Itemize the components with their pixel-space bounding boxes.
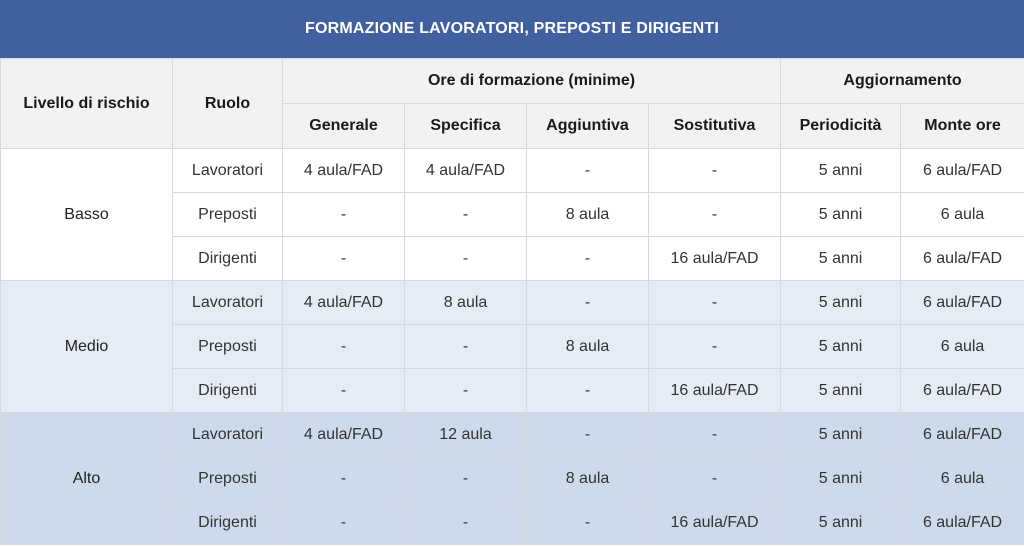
table-row — [1, 281, 1024, 325]
cell-specifica: - — [405, 193, 527, 237]
cell-periodicita: 5 anni — [781, 501, 901, 545]
cell-generale: 4 aula/FAD — [283, 281, 405, 325]
cell-ruolo: Dirigenti — [173, 237, 283, 281]
cell-sostitutiva: 16 aula/FAD — [649, 237, 781, 281]
cell-periodicita: 5 anni — [781, 413, 901, 457]
cell-monte-ore: 6 aula — [901, 193, 1024, 237]
table-row — [1, 149, 1024, 193]
cell-monte-ore: 6 aula/FAD — [901, 281, 1024, 325]
cell-ruolo: Lavoratori — [173, 281, 283, 325]
header-specifica: Specifica — [405, 104, 527, 149]
header-aggiuntiva: Aggiuntiva — [527, 104, 649, 149]
cell-periodicita: 5 anni — [781, 193, 901, 237]
cell-generale: 4 aula/FAD — [283, 149, 405, 193]
cell-generale: - — [283, 369, 405, 413]
cell-periodicita: 5 anni — [781, 237, 901, 281]
risk-level-basso: Basso — [1, 149, 173, 281]
header-ore-group: Ore di formazione (minime) — [283, 59, 781, 104]
header-periodicita: Periodicità — [781, 104, 901, 149]
header-sostitutiva: Sostitutiva — [649, 104, 781, 149]
cell-aggiuntiva: - — [527, 369, 649, 413]
cell-specifica: - — [405, 369, 527, 413]
risk-level-medio: Medio — [1, 281, 173, 413]
cell-aggiuntiva: - — [527, 149, 649, 193]
header-monte-ore: Monte ore — [901, 104, 1024, 149]
cell-specifica: 8 aula — [405, 281, 527, 325]
cell-ruolo: Preposti — [173, 457, 283, 501]
cell-monte-ore: 6 aula/FAD — [901, 369, 1024, 413]
cell-aggiuntiva: 8 aula — [527, 457, 649, 501]
table-row — [1, 413, 1024, 457]
cell-periodicita: 5 anni — [781, 457, 901, 501]
cell-periodicita: 5 anni — [781, 149, 901, 193]
cell-sostitutiva: 16 aula/FAD — [649, 501, 781, 545]
cell-ruolo: Dirigenti — [173, 501, 283, 545]
cell-aggiuntiva: - — [527, 281, 649, 325]
cell-sostitutiva: 16 aula/FAD — [649, 369, 781, 413]
cell-periodicita: 5 anni — [781, 281, 901, 325]
cell-aggiuntiva: 8 aula — [527, 193, 649, 237]
header-livello: Livello di rischio — [1, 59, 173, 149]
cell-specifica: - — [405, 501, 527, 545]
cell-specifica: 12 aula — [405, 413, 527, 457]
cell-sostitutiva: - — [649, 281, 781, 325]
cell-sostitutiva: - — [649, 193, 781, 237]
cell-specifica: 4 aula/FAD — [405, 149, 527, 193]
cell-monte-ore: 6 aula — [901, 325, 1024, 369]
cell-monte-ore: 6 aula — [901, 457, 1024, 501]
cell-generale: - — [283, 237, 405, 281]
cell-sostitutiva: - — [649, 149, 781, 193]
cell-ruolo: Lavoratori — [173, 413, 283, 457]
cell-ruolo: Preposti — [173, 325, 283, 369]
cell-generale: 4 aula/FAD — [283, 413, 405, 457]
cell-aggiuntiva: - — [527, 237, 649, 281]
cell-aggiuntiva: 8 aula — [527, 325, 649, 369]
cell-generale: - — [283, 457, 405, 501]
cell-ruolo: Lavoratori — [173, 149, 283, 193]
header-aggiornamento-group: Aggiornamento — [781, 59, 1024, 104]
cell-sostitutiva: - — [649, 457, 781, 501]
cell-periodicita: 5 anni — [781, 325, 901, 369]
table-body — [1, 149, 1024, 545]
cell-monte-ore: 6 aula/FAD — [901, 149, 1024, 193]
cell-specifica: - — [405, 325, 527, 369]
cell-ruolo: Dirigenti — [173, 369, 283, 413]
training-table — [0, 58, 1024, 545]
cell-monte-ore: 6 aula/FAD — [901, 501, 1024, 545]
cell-monte-ore: 6 aula/FAD — [901, 413, 1024, 457]
cell-sostitutiva: - — [649, 325, 781, 369]
header-ruolo: Ruolo — [173, 59, 283, 149]
table-title: FORMAZIONE LAVORATORI, PREPOSTI E DIRIGENTI — [0, 0, 1024, 58]
cell-generale: - — [283, 193, 405, 237]
cell-monte-ore: 6 aula/FAD — [901, 237, 1024, 281]
header-generale: Generale — [283, 104, 405, 149]
cell-generale: - — [283, 325, 405, 369]
cell-specifica: - — [405, 237, 527, 281]
cell-periodicita: 5 anni — [781, 369, 901, 413]
cell-generale: - — [283, 501, 405, 545]
cell-aggiuntiva: - — [527, 501, 649, 545]
risk-level-alto: Alto — [1, 413, 173, 545]
cell-specifica: - — [405, 457, 527, 501]
cell-sostitutiva: - — [649, 413, 781, 457]
header-row-top — [1, 59, 1024, 104]
cell-aggiuntiva: - — [527, 413, 649, 457]
cell-ruolo: Preposti — [173, 193, 283, 237]
